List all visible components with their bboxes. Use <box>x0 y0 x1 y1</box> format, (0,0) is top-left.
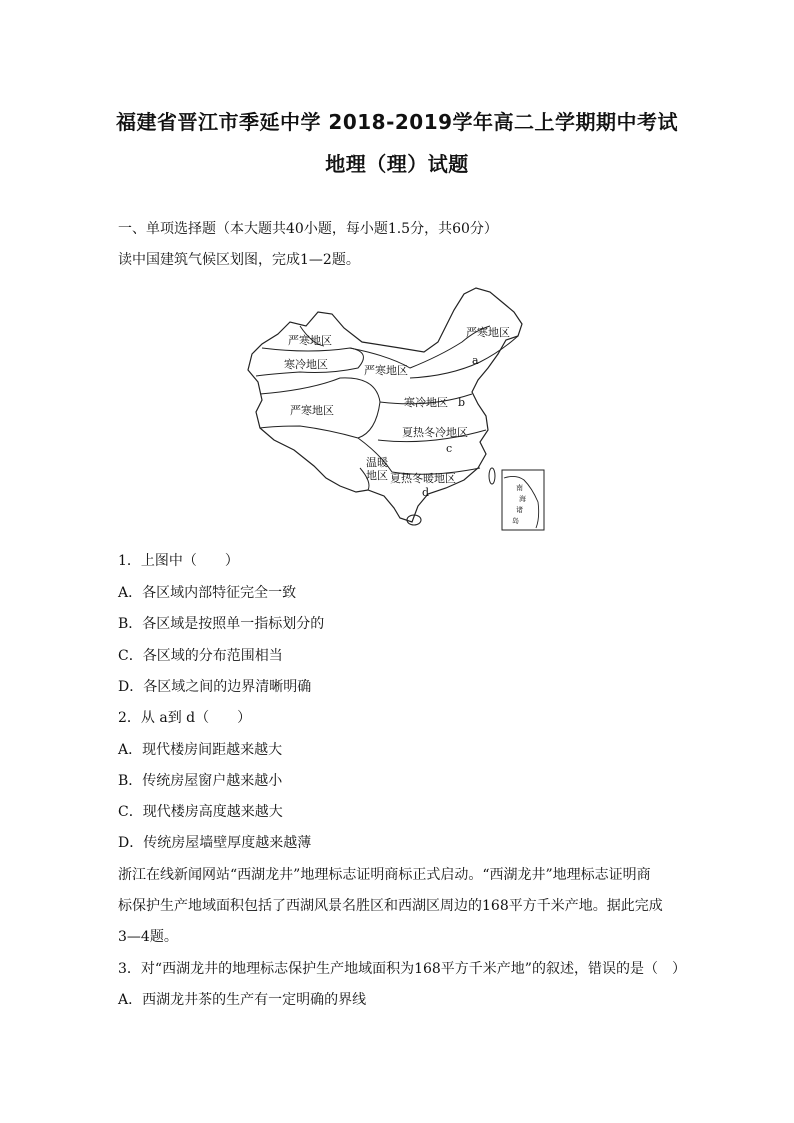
label-yanhan-n: 严寒地区 <box>364 364 408 377</box>
q2-option-a: A．现代楼房间距越来越大 <box>118 742 283 758</box>
label-a: a <box>472 354 479 367</box>
label-wennuan-2: 地区 <box>366 469 388 482</box>
q2-option-d: D．传统房屋墙壁厚度越来越薄 <box>118 835 312 851</box>
label-wennuan-1: 温暖 <box>366 456 388 469</box>
page-title-line2: 地理（理）试题 <box>325 152 469 176</box>
q2-stem: 2．从 a到 d（ ） <box>118 710 252 726</box>
label-xiare-dongnuan: 夏热冬暖地区 <box>390 472 456 485</box>
label-d: d <box>422 486 430 499</box>
q1-option-c: C．各区域的分布范围相当 <box>118 648 283 664</box>
taiwan-island <box>489 468 495 484</box>
q1-option-a: A．各区域内部特征完全一致 <box>118 585 297 601</box>
q1-option-d: D．各区域之间的边界清晰明确 <box>118 679 312 695</box>
passage-line2: 标保护生产地域面积包括了西湖风景名胜区和西湖区周边的168平方千米产地。据此完成 <box>118 898 663 914</box>
label-b: b <box>458 396 466 409</box>
label-yanhan-tibet: 严寒地区 <box>290 404 334 417</box>
label-c: c <box>446 442 453 455</box>
q2-option-b: B．传统房屋窗户越来越小 <box>118 773 283 789</box>
q1-option-b: B．各区域是按照单一指标划分的 <box>118 616 325 632</box>
q1-stem: 1．上图中（ ） <box>118 553 239 569</box>
passage-line3: 3—4题。 <box>118 929 178 945</box>
inset-label-2: 海 <box>519 495 526 503</box>
inset-label-4: 岛 <box>512 517 519 525</box>
inset-label-1: 南 <box>516 484 523 492</box>
section-heading: 一、单项选择题（本大题共40小题，每小题1.5分，共60分） <box>118 221 498 237</box>
boundary-5 <box>410 336 518 378</box>
q3-option-a: A．西湖龙井茶的生产有一定明确的界线 <box>118 992 367 1008</box>
passage-line1: 浙江在线新闻网站“西湖龙井”地理标志证明商标正式启动。“西湖龙井”地理标志证明商 <box>118 867 651 883</box>
q2-option-c: C．现代楼房高度越来越大 <box>118 804 283 820</box>
label-hanleng-e: 寒冷地区 <box>404 396 448 409</box>
inset-label-3: 诸 <box>516 506 523 514</box>
label-yanhan-ne: 严寒地区 <box>466 326 510 339</box>
china-climate-zone-map <box>240 282 550 532</box>
page-title-line1: 福建省晋江市季延中学 2018-2019学年高二上学期期中考试 <box>115 110 679 134</box>
label-hanleng-w: 寒冷地区 <box>284 358 328 371</box>
map-prompt: 读中国建筑气候区划图，完成1—2题。 <box>118 252 360 268</box>
label-xiare-donglen: 夏热冬冷地区 <box>402 426 468 439</box>
label-yanhan-nw: 严寒地区 <box>288 334 332 347</box>
q3-stem: 3．对“西湖龙井的地理标志保护生产地域面积为168平方千米产地”的叙述，错误的是（ ） <box>118 961 686 977</box>
